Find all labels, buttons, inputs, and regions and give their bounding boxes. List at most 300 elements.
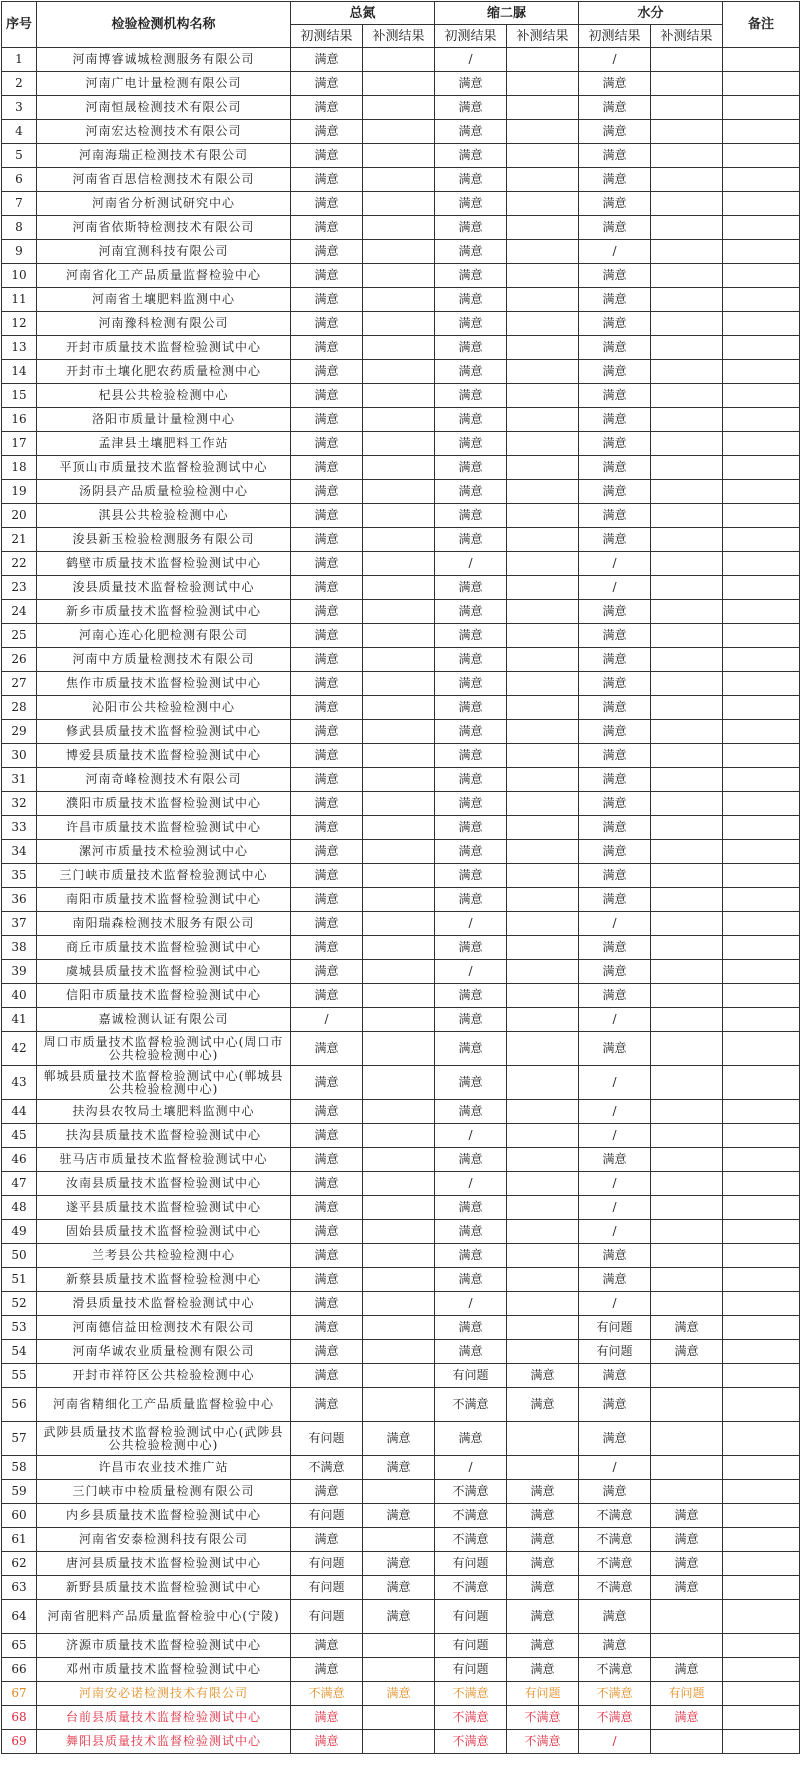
remark-cell	[723, 1100, 800, 1124]
nitrogen-initial-cell: 满意	[291, 120, 363, 144]
table-row	[2, 1008, 800, 1032]
moisture-retest-cell	[651, 168, 723, 192]
name-cell: 洛阳市质量计量检测中心	[37, 408, 291, 432]
biuret-retest-cell: 满意	[507, 1388, 579, 1422]
nitrogen-retest-cell	[363, 1124, 435, 1148]
remark-cell	[723, 720, 800, 744]
moisture-initial-cell: 满意	[579, 936, 651, 960]
seq-cell: 11	[2, 288, 37, 312]
nitrogen-initial-cell: 满意	[291, 1220, 363, 1244]
moisture-initial-cell: 满意	[579, 408, 651, 432]
moisture-retest-cell	[651, 1008, 723, 1032]
nitrogen-initial-cell: 满意	[291, 1268, 363, 1292]
table-row	[2, 1268, 800, 1292]
seq-cell: 25	[2, 624, 37, 648]
moisture-initial-cell: 不满意	[579, 1576, 651, 1600]
remark-cell	[723, 1340, 800, 1364]
biuret-retest-cell	[507, 336, 579, 360]
seq-cell: 66	[2, 1658, 37, 1682]
nitrogen-initial-cell: 有问题	[291, 1552, 363, 1576]
moisture-retest-cell	[651, 648, 723, 672]
moisture-retest-cell	[651, 48, 723, 72]
biuret-retest-cell	[507, 600, 579, 624]
seq-cell: 2	[2, 72, 37, 96]
nitrogen-initial-cell: 满意	[291, 1124, 363, 1148]
seq-cell: 59	[2, 1480, 37, 1504]
moisture-retest-cell	[651, 744, 723, 768]
biuret-retest-cell: 满意	[507, 1600, 579, 1634]
biuret-retest-cell	[507, 624, 579, 648]
nitrogen-retest-cell	[363, 144, 435, 168]
table-row	[2, 744, 800, 768]
nitrogen-retest-cell	[363, 768, 435, 792]
moisture-retest-cell	[651, 96, 723, 120]
biuret-initial-cell: 不满意	[435, 1504, 507, 1528]
name-cell: 河南心连心化肥检测有限公司	[37, 624, 291, 648]
name-cell: 兰考县公共检验检测中心	[37, 1244, 291, 1268]
seq-cell: 40	[2, 984, 37, 1008]
biuret-initial-cell: 满意	[435, 168, 507, 192]
moisture-initial-cell: /	[579, 1100, 651, 1124]
remark-cell	[723, 1196, 800, 1220]
nitrogen-retest-cell	[363, 1244, 435, 1268]
nitrogen-retest-cell	[363, 648, 435, 672]
nitrogen-retest-cell	[363, 48, 435, 72]
nitrogen-initial-cell: 满意	[291, 840, 363, 864]
biuret-retest-cell	[507, 552, 579, 576]
seq-cell: 37	[2, 912, 37, 936]
nitrogen-initial-cell: 满意	[291, 1706, 363, 1730]
nitrogen-initial-cell: 满意	[291, 960, 363, 984]
name-cell: 南阳市质量技术监督检验测试中心	[37, 888, 291, 912]
seq-cell: 45	[2, 1124, 37, 1148]
header-remark: 备注	[723, 2, 800, 48]
nitrogen-retest-cell	[363, 312, 435, 336]
nitrogen-retest-cell	[363, 888, 435, 912]
table-row	[2, 1658, 800, 1682]
nitrogen-retest-cell	[363, 240, 435, 264]
moisture-retest-cell	[651, 960, 723, 984]
biuret-retest-cell	[507, 264, 579, 288]
biuret-initial-cell: 满意	[435, 1008, 507, 1032]
remark-cell	[723, 168, 800, 192]
nitrogen-retest-cell	[363, 1340, 435, 1364]
table-row	[2, 240, 800, 264]
biuret-retest-cell	[507, 576, 579, 600]
moisture-initial-cell: 满意	[579, 792, 651, 816]
name-cell: 内乡县质量技术监督检验测试中心	[37, 1504, 291, 1528]
seq-cell: 39	[2, 960, 37, 984]
moisture-retest-cell	[651, 312, 723, 336]
nitrogen-retest-cell	[363, 744, 435, 768]
moisture-initial-cell: 满意	[579, 984, 651, 1008]
seq-cell: 67	[2, 1682, 37, 1706]
biuret-initial-cell: 满意	[435, 528, 507, 552]
remark-cell	[723, 864, 800, 888]
table-row	[2, 48, 800, 72]
biuret-initial-cell: /	[435, 960, 507, 984]
table-row	[2, 96, 800, 120]
moisture-retest-cell	[651, 1244, 723, 1268]
seq-cell: 54	[2, 1340, 37, 1364]
remark-cell	[723, 744, 800, 768]
remark-cell	[723, 1124, 800, 1148]
biuret-retest-cell	[507, 792, 579, 816]
nitrogen-initial-cell: 满意	[291, 480, 363, 504]
seq-cell: 22	[2, 552, 37, 576]
table-row	[2, 1032, 800, 1066]
remark-cell	[723, 72, 800, 96]
biuret-initial-cell: 有问题	[435, 1552, 507, 1576]
header-biuret-initial: 初测结果	[435, 25, 507, 48]
moisture-retest-cell: 满意	[651, 1658, 723, 1682]
biuret-initial-cell: 满意	[435, 408, 507, 432]
seq-cell: 1	[2, 48, 37, 72]
seq-cell: 10	[2, 264, 37, 288]
seq-cell: 41	[2, 1008, 37, 1032]
biuret-retest-cell	[507, 720, 579, 744]
nitrogen-retest-cell	[363, 168, 435, 192]
name-cell: 开封市祥符区公共检验检测中心	[37, 1364, 291, 1388]
table-row	[2, 1100, 800, 1124]
biuret-retest-cell	[507, 408, 579, 432]
seq-cell: 8	[2, 216, 37, 240]
moisture-initial-cell: 满意	[579, 624, 651, 648]
nitrogen-retest-cell	[363, 1100, 435, 1124]
nitrogen-retest-cell	[363, 1268, 435, 1292]
moisture-initial-cell: 满意	[579, 384, 651, 408]
table-body	[2, 48, 800, 1754]
name-cell: 河南德信益田检测技术有限公司	[37, 1316, 291, 1340]
biuret-initial-cell: 满意	[435, 888, 507, 912]
biuret-initial-cell: 满意	[435, 240, 507, 264]
moisture-initial-cell: 满意	[579, 264, 651, 288]
biuret-retest-cell	[507, 1066, 579, 1100]
nitrogen-initial-cell: 满意	[291, 336, 363, 360]
moisture-initial-cell: /	[579, 1220, 651, 1244]
moisture-retest-cell	[651, 72, 723, 96]
biuret-initial-cell: 不满意	[435, 1388, 507, 1422]
nitrogen-initial-cell: 满意	[291, 1292, 363, 1316]
nitrogen-initial-cell: 满意	[291, 528, 363, 552]
nitrogen-initial-cell: 满意	[291, 312, 363, 336]
nitrogen-initial-cell: 满意	[291, 216, 363, 240]
seq-cell: 21	[2, 528, 37, 552]
nitrogen-retest-cell: 满意	[363, 1600, 435, 1634]
biuret-initial-cell: 满意	[435, 1244, 507, 1268]
table-row	[2, 624, 800, 648]
moisture-initial-cell: 满意	[579, 480, 651, 504]
name-cell: 河南宜测科技有限公司	[37, 240, 291, 264]
biuret-retest-cell	[507, 1422, 579, 1456]
nitrogen-initial-cell: 满意	[291, 1730, 363, 1754]
nitrogen-retest-cell	[363, 504, 435, 528]
remark-cell	[723, 264, 800, 288]
remark-cell	[723, 816, 800, 840]
biuret-retest-cell: 满意	[507, 1658, 579, 1682]
biuret-retest-cell	[507, 288, 579, 312]
name-cell: 滑县质量技术监督检验测试中心	[37, 1292, 291, 1316]
seq-cell: 6	[2, 168, 37, 192]
remark-cell	[723, 1172, 800, 1196]
moisture-retest-cell	[651, 240, 723, 264]
table-row	[2, 1196, 800, 1220]
moisture-retest-cell	[651, 264, 723, 288]
moisture-retest-cell	[651, 432, 723, 456]
biuret-initial-cell: 满意	[435, 768, 507, 792]
biuret-initial-cell: 满意	[435, 96, 507, 120]
nitrogen-initial-cell: /	[291, 1008, 363, 1032]
biuret-retest-cell	[507, 1032, 579, 1066]
moisture-retest-cell	[651, 1456, 723, 1480]
remark-cell	[723, 1682, 800, 1706]
name-cell: 新野县质量技术监督检验测试中心	[37, 1576, 291, 1600]
nitrogen-retest-cell: 满意	[363, 1552, 435, 1576]
table-row	[2, 648, 800, 672]
table-row	[2, 312, 800, 336]
name-cell: 博爱县质量技术监督检验测试中心	[37, 744, 291, 768]
nitrogen-retest-cell	[363, 936, 435, 960]
moisture-retest-cell	[651, 504, 723, 528]
name-cell: 信阳市质量技术监督检验测试中心	[37, 984, 291, 1008]
moisture-retest-cell	[651, 1172, 723, 1196]
name-cell: 扶沟县质量技术监督检验测试中心	[37, 1124, 291, 1148]
biuret-initial-cell: 满意	[435, 504, 507, 528]
name-cell: 许昌市农业技术推广站	[37, 1456, 291, 1480]
nitrogen-retest-cell	[363, 1634, 435, 1658]
biuret-retest-cell	[507, 1148, 579, 1172]
nitrogen-retest-cell: 满意	[363, 1504, 435, 1528]
biuret-initial-cell: 满意	[435, 456, 507, 480]
remark-cell	[723, 1268, 800, 1292]
moisture-initial-cell: 满意	[579, 360, 651, 384]
biuret-initial-cell: 满意	[435, 288, 507, 312]
remark-cell	[723, 624, 800, 648]
moisture-initial-cell: /	[579, 1008, 651, 1032]
name-cell: 浚县新玉检验检测服务有限公司	[37, 528, 291, 552]
moisture-retest-cell	[651, 864, 723, 888]
nitrogen-initial-cell: 不满意	[291, 1456, 363, 1480]
moisture-initial-cell: 满意	[579, 528, 651, 552]
name-cell: 河南豫科检测有限公司	[37, 312, 291, 336]
seq-cell: 68	[2, 1706, 37, 1730]
nitrogen-retest-cell	[363, 1148, 435, 1172]
table-row	[2, 336, 800, 360]
biuret-retest-cell	[507, 696, 579, 720]
moisture-initial-cell: 满意	[579, 168, 651, 192]
biuret-retest-cell: 满意	[507, 1504, 579, 1528]
seq-cell: 33	[2, 816, 37, 840]
remark-cell	[723, 360, 800, 384]
biuret-retest-cell	[507, 384, 579, 408]
remark-cell	[723, 192, 800, 216]
moisture-retest-cell	[651, 888, 723, 912]
seq-cell: 28	[2, 696, 37, 720]
remark-cell	[723, 96, 800, 120]
remark-cell	[723, 1316, 800, 1340]
moisture-initial-cell: /	[579, 48, 651, 72]
table-row	[2, 1730, 800, 1754]
seq-cell: 60	[2, 1504, 37, 1528]
remark-cell	[723, 1032, 800, 1066]
biuret-initial-cell: 有问题	[435, 1634, 507, 1658]
moisture-retest-cell	[651, 816, 723, 840]
table-row	[2, 1634, 800, 1658]
moisture-retest-cell	[651, 192, 723, 216]
name-cell: 驻马店市质量技术监督检验测试中心	[37, 1148, 291, 1172]
name-cell: 漯河市质量技术检验测试中心	[37, 840, 291, 864]
moisture-initial-cell: 不满意	[579, 1504, 651, 1528]
moisture-initial-cell: 满意	[579, 312, 651, 336]
moisture-retest-cell	[651, 1634, 723, 1658]
nitrogen-initial-cell: 满意	[291, 1480, 363, 1504]
seq-cell: 65	[2, 1634, 37, 1658]
moisture-retest-cell	[651, 1100, 723, 1124]
table-row	[2, 768, 800, 792]
biuret-retest-cell	[507, 984, 579, 1008]
seq-cell: 50	[2, 1244, 37, 1268]
table-row	[2, 1600, 800, 1634]
remark-cell	[723, 1600, 800, 1634]
nitrogen-initial-cell: 满意	[291, 168, 363, 192]
moisture-retest-cell: 满意	[651, 1706, 723, 1730]
seq-cell: 55	[2, 1364, 37, 1388]
seq-cell: 57	[2, 1422, 37, 1456]
biuret-initial-cell: 满意	[435, 144, 507, 168]
name-cell: 郸城县质量技术监督检验测试中心(郸城县公共检验检测中心)	[37, 1066, 291, 1100]
remark-cell	[723, 480, 800, 504]
nitrogen-initial-cell: 满意	[291, 936, 363, 960]
name-cell: 河南中方质量检测技术有限公司	[37, 648, 291, 672]
nitrogen-initial-cell: 满意	[291, 1528, 363, 1552]
seq-cell: 49	[2, 1220, 37, 1244]
biuret-retest-cell	[507, 48, 579, 72]
biuret-retest-cell	[507, 1244, 579, 1268]
name-cell: 舞阳县质量技术监督检验测试中心	[37, 1730, 291, 1754]
seq-cell: 32	[2, 792, 37, 816]
remark-cell	[723, 1148, 800, 1172]
nitrogen-initial-cell: 满意	[291, 720, 363, 744]
table-row	[2, 1220, 800, 1244]
seq-cell: 34	[2, 840, 37, 864]
table-row	[2, 1316, 800, 1340]
nitrogen-retest-cell	[363, 984, 435, 1008]
remark-cell	[723, 960, 800, 984]
table-row	[2, 960, 800, 984]
nitrogen-retest-cell	[363, 480, 435, 504]
moisture-retest-cell: 满意	[651, 1576, 723, 1600]
biuret-retest-cell	[507, 432, 579, 456]
moisture-initial-cell: 满意	[579, 696, 651, 720]
name-cell: 河南省化工产品质量监督检验中心	[37, 264, 291, 288]
table-row	[2, 1504, 800, 1528]
moisture-retest-cell	[651, 912, 723, 936]
biuret-retest-cell	[507, 480, 579, 504]
biuret-initial-cell: 满意	[435, 1220, 507, 1244]
table-row	[2, 192, 800, 216]
seq-cell: 16	[2, 408, 37, 432]
seq-cell: 15	[2, 384, 37, 408]
nitrogen-retest-cell	[363, 1066, 435, 1100]
biuret-retest-cell: 不满意	[507, 1730, 579, 1754]
remark-cell	[723, 552, 800, 576]
seq-cell: 9	[2, 240, 37, 264]
nitrogen-retest-cell	[363, 552, 435, 576]
biuret-retest-cell	[507, 1124, 579, 1148]
biuret-retest-cell	[507, 168, 579, 192]
moisture-initial-cell: /	[579, 1066, 651, 1100]
remark-cell	[723, 1388, 800, 1422]
remark-cell	[723, 672, 800, 696]
name-cell: 河南省土壤肥料监测中心	[37, 288, 291, 312]
remark-cell	[723, 1292, 800, 1316]
seq-cell: 14	[2, 360, 37, 384]
biuret-retest-cell	[507, 1340, 579, 1364]
name-cell: 汤阴县产品质量检验检测中心	[37, 480, 291, 504]
nitrogen-retest-cell	[363, 456, 435, 480]
nitrogen-retest-cell	[363, 1008, 435, 1032]
table-row	[2, 600, 800, 624]
remark-cell	[723, 1658, 800, 1682]
moisture-retest-cell	[651, 1730, 723, 1754]
moisture-retest-cell	[651, 336, 723, 360]
seq-cell: 19	[2, 480, 37, 504]
biuret-retest-cell	[507, 648, 579, 672]
table-row	[2, 1124, 800, 1148]
moisture-retest-cell	[651, 1220, 723, 1244]
moisture-retest-cell	[651, 1196, 723, 1220]
moisture-initial-cell: /	[579, 1730, 651, 1754]
nitrogen-retest-cell	[363, 816, 435, 840]
moisture-retest-cell	[651, 600, 723, 624]
biuret-initial-cell: 满意	[435, 72, 507, 96]
seq-cell: 52	[2, 1292, 37, 1316]
table-row	[2, 1066, 800, 1100]
table-row	[2, 1480, 800, 1504]
table-row	[2, 1364, 800, 1388]
biuret-initial-cell: 有问题	[435, 1658, 507, 1682]
nitrogen-retest-cell	[363, 576, 435, 600]
table-row	[2, 384, 800, 408]
moisture-initial-cell: 满意	[579, 120, 651, 144]
nitrogen-retest-cell	[363, 1388, 435, 1422]
moisture-initial-cell: /	[579, 1172, 651, 1196]
biuret-retest-cell	[507, 672, 579, 696]
biuret-retest-cell	[507, 1456, 579, 1480]
moisture-retest-cell	[651, 1148, 723, 1172]
nitrogen-retest-cell	[363, 432, 435, 456]
moisture-retest-cell: 满意	[651, 1316, 723, 1340]
name-cell: 沁阳市公共检验检测中心	[37, 696, 291, 720]
seq-cell: 62	[2, 1552, 37, 1576]
nitrogen-initial-cell: 满意	[291, 48, 363, 72]
name-cell: 修武县质量技术监督检验测试中心	[37, 720, 291, 744]
table-row	[2, 1706, 800, 1730]
table-row	[2, 120, 800, 144]
nitrogen-initial-cell: 满意	[291, 1100, 363, 1124]
nitrogen-initial-cell: 有问题	[291, 1504, 363, 1528]
biuret-retest-cell	[507, 1100, 579, 1124]
moisture-initial-cell: 满意	[579, 336, 651, 360]
seq-cell: 56	[2, 1388, 37, 1422]
seq-cell: 53	[2, 1316, 37, 1340]
name-cell: 平顶山市质量技术监督检验测试中心	[37, 456, 291, 480]
nitrogen-retest-cell	[363, 360, 435, 384]
remark-cell	[723, 840, 800, 864]
moisture-retest-cell	[651, 720, 723, 744]
remark-cell	[723, 984, 800, 1008]
name-cell: 河南安必诺检测技术有限公司	[37, 1682, 291, 1706]
